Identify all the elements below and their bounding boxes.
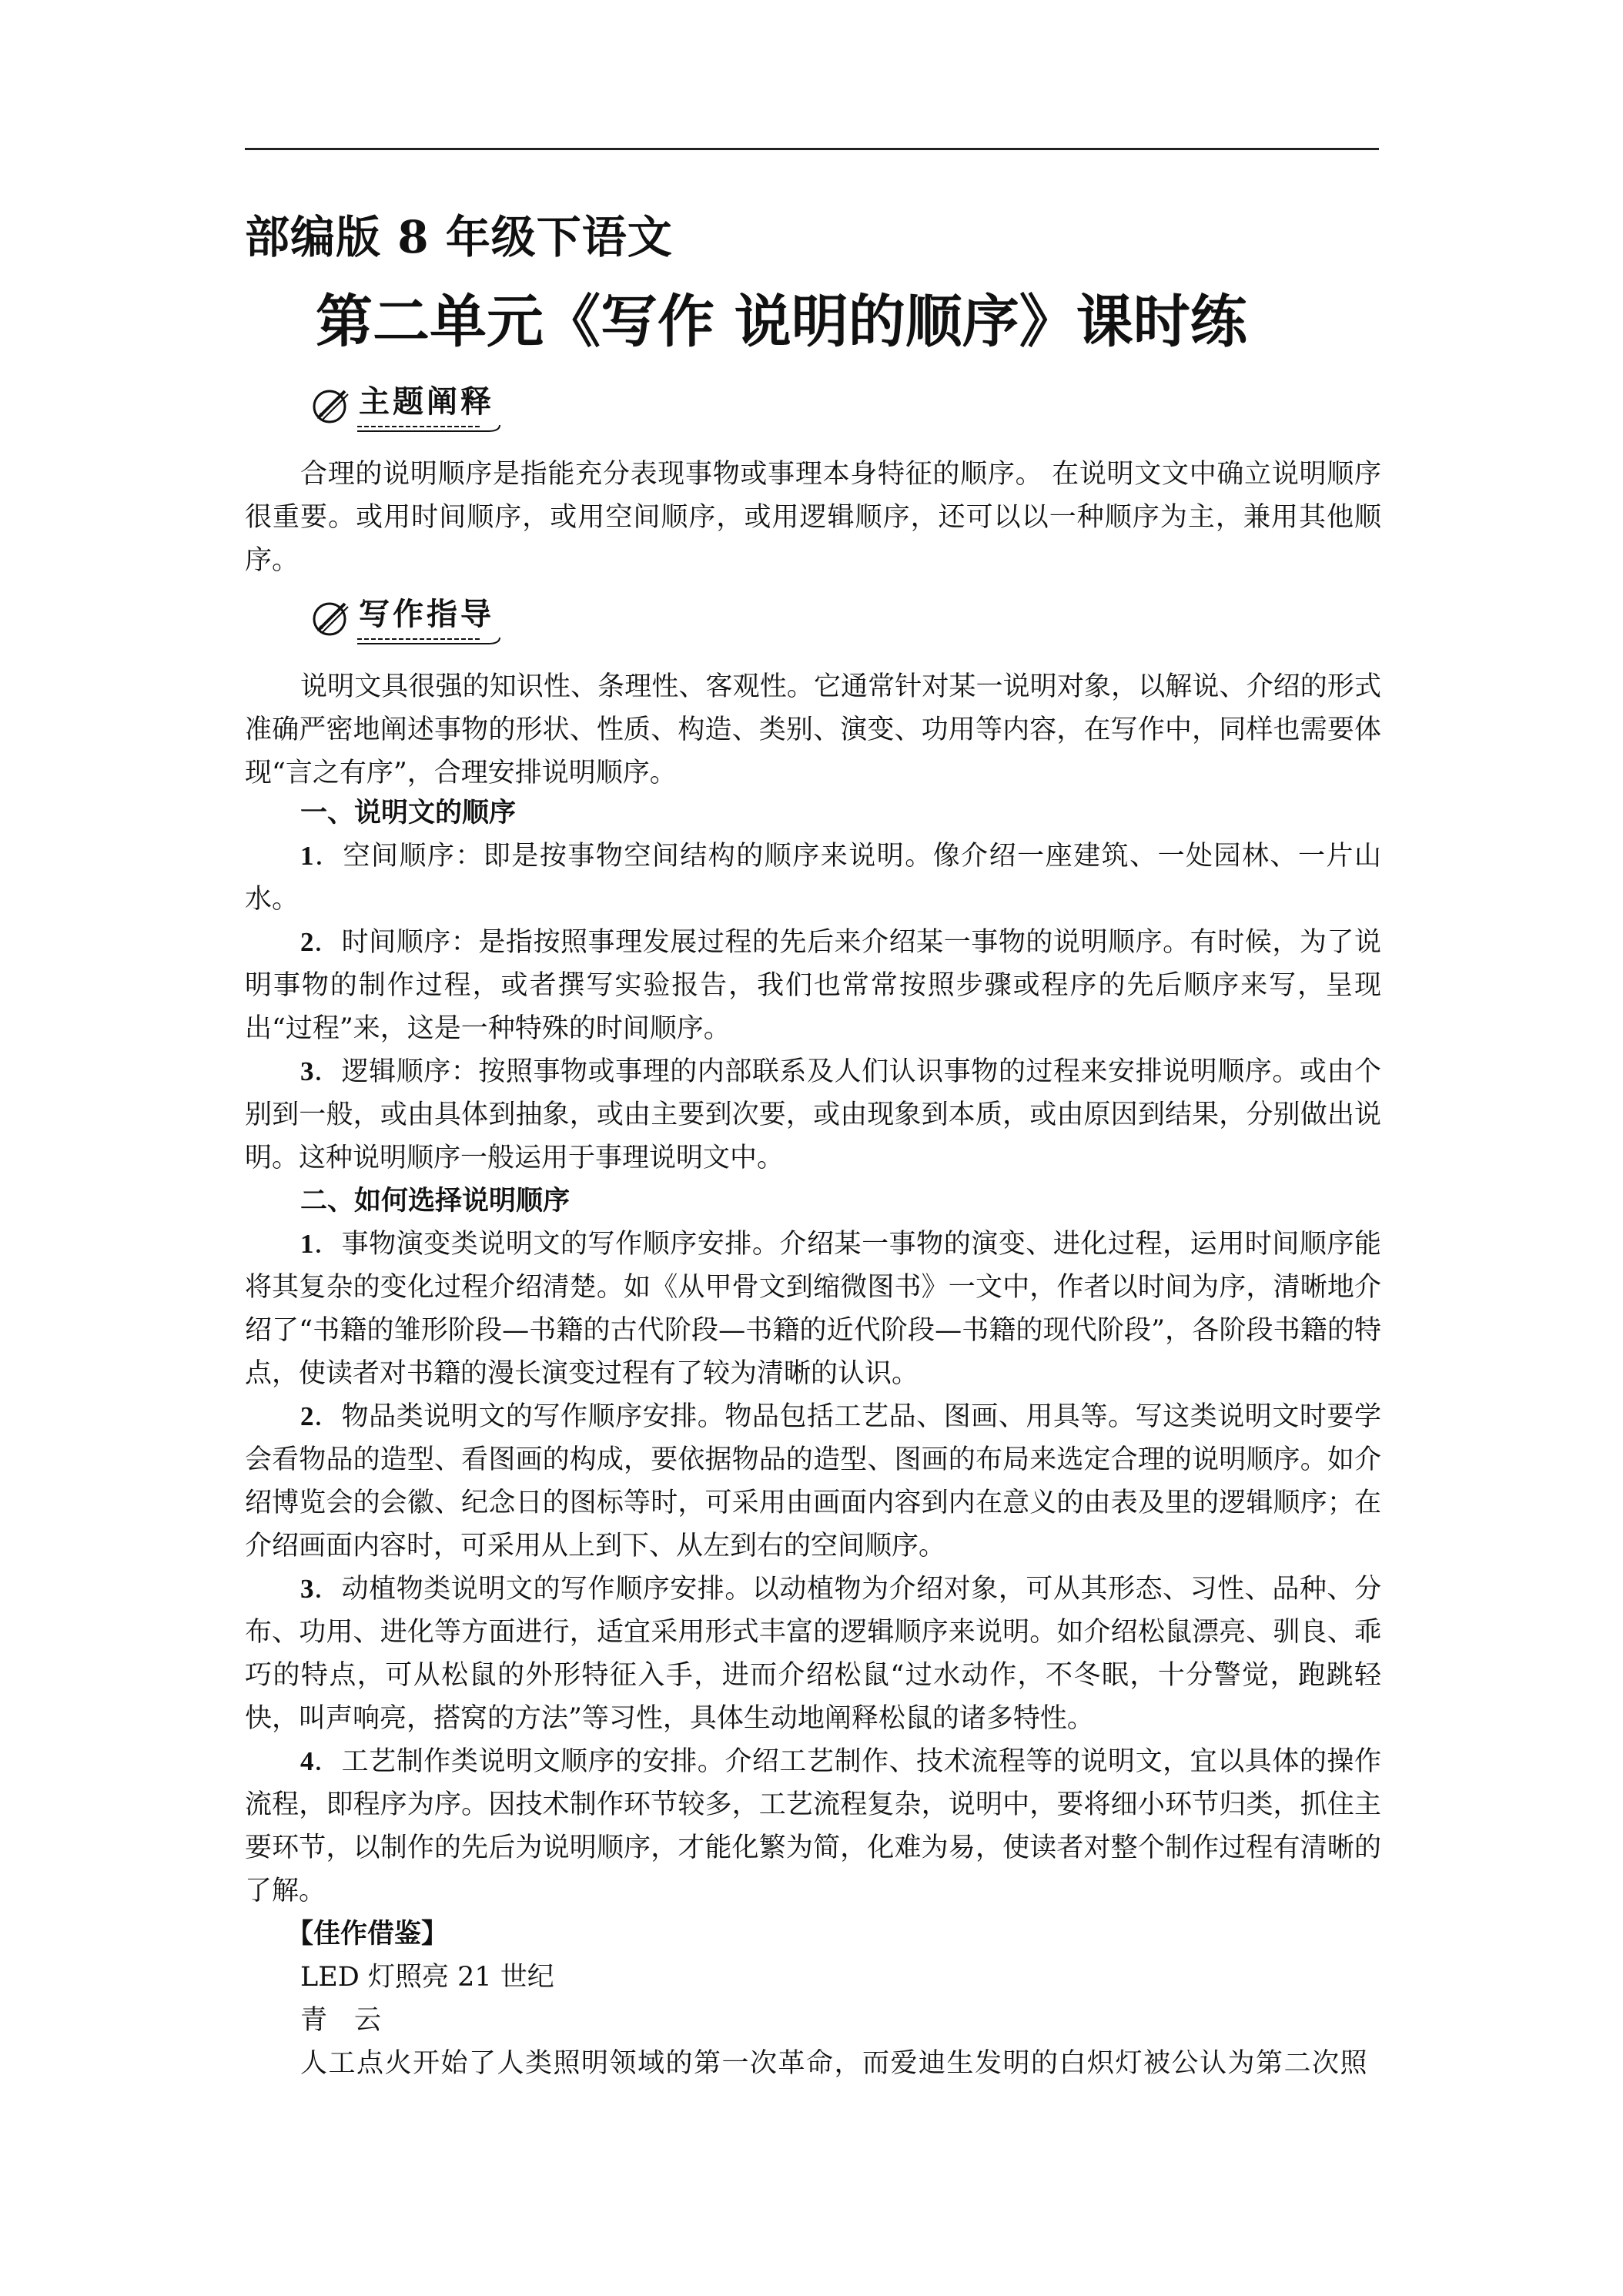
page-title: 第二单元《写作 说明的顺序》课时练 (316, 289, 1247, 355)
part1-heading: 一、说明文的顺序 (300, 798, 517, 828)
example-first-line: 人工点火开始了人类照明领域的第一次革命，而爱迪生发明的白炽灯被公认为第二次照 (300, 2048, 1369, 2079)
part1-item-2 (245, 921, 1381, 1050)
item-text: ．物品类说明文的写作顺序安排。物品包括工艺品、图画、用具等。写这类说明文时要学会看物品的造型、看图画的构成，要依据物品的造型、图画的布局来选定合理的说明顺序。如介绍博览会的会徽、纪念日的图标等时，可采用由画面内容到内在意义的由表及里的逻辑顺序；在介绍画面内容时，可采用从上到下、从左到右的空间顺序。 (245, 1401, 1381, 1561)
item-number: 4 (300, 1746, 314, 1776)
item-text: ．逻辑顺序：按照事物或事理的内部联系及人们认识事物的过程来安排说明顺序。或由个别到一般，或由具体到抽象，或由主要到次要，或由现象到本质，或由原因到结果，分别做出说明。这种说明顺序一般运用于事理说明文中。 (245, 1056, 1381, 1173)
example-author: 青 云 (300, 2005, 382, 2036)
grade-title: 部编版 8 年级下语文 (245, 211, 673, 263)
part1-item-3 (245, 1050, 1381, 1180)
part2-item-2 (245, 1395, 1381, 1568)
pen-icon (311, 385, 351, 425)
item-number: 3 (300, 1056, 314, 1086)
part2-item-3 (245, 1568, 1381, 1740)
item-text: ．空间顺序：即是按事物空间结构的顺序来说明。像介绍一座建筑、一处园林、一片山水。 (245, 841, 1381, 915)
part2-item-4 (245, 1740, 1381, 1913)
example-title: LED 灯照亮 21 世纪 (300, 1962, 554, 1993)
underline-decoration (357, 636, 511, 651)
example-heading: 【佳作借鉴】 (286, 1919, 449, 1950)
section-header-theme (311, 380, 542, 442)
theme-paragraph: 合理的说明顺序是指能充分表现事物或事理本身特征的顺序。 在说明文文中确立说明顺序很重要。或用时间顺序，或用空间顺序，或用逻辑顺序，还可以以一种顺序为主，兼用其他顺序。 (245, 459, 1381, 576)
item-text: ．工艺制作类说明文顺序的安排。介绍工艺制作、技术流程等的说明文，宜以具体的操作流程，即程序为序。因技术制作环节较多，工艺流程复杂，说明中，要将细小环节归类，抓住主要环节，以制作的先后为说明顺序，才能化繁为简，化难为易，使读者对整个制作过程有清晰的了解。 (245, 1746, 1381, 1906)
item-number: 2 (300, 1401, 314, 1431)
part1-item-1 (245, 835, 1381, 921)
item-number: 2 (300, 927, 314, 957)
item-number: 3 (300, 1574, 314, 1604)
pen-icon (311, 597, 351, 638)
item-text: ．事物演变类说明文的写作顺序安排。介绍某一事物的演变、进化过程，运用时间顺序能将其复杂的变化过程介绍清楚。如《从甲骨文到缩微图书》一文中，作者以时间为序，清晰地介绍了“书籍的雏形阶段—书籍的古代阶段—书籍的近代阶段—书籍的现代阶段”，各阶段书籍的特点，使读者对书籍的漫长演变过程有了较为清晰的认识。 (245, 1229, 1381, 1389)
item-number: 1 (300, 1229, 314, 1259)
top-rule (245, 148, 1379, 150)
item-number: 1 (300, 841, 314, 871)
section-label-guide: 写作指导 (359, 597, 494, 632)
section-header-guide (311, 593, 542, 654)
part2-heading: 二、如何选择说明顺序 (300, 1186, 571, 1217)
item-text: ．时间顺序：是指按照事理发展过程的先后来介绍某一事物的说明顺序。有时候，为了说明事物的制作过程，或者撰写实验报告，我们也常常按照步骤或程序的先后顺序来写，呈现出“过程”来，这是一种特殊的时间顺序。 (245, 927, 1381, 1044)
underline-decoration (357, 423, 511, 439)
section-label-theme: 主题阐释 (359, 384, 494, 420)
part2-item-1 (245, 1223, 1381, 1395)
guide-intro-paragraph: 说明文具很强的知识性、条理性、客观性。它通常针对某一说明对象，以解说、介绍的形式准确严密地阐述事物的形状、性质、构造、类别、演变、功用等内容，在写作中，同样也需要体现“言之有序”，合理安排说明顺序。 (245, 671, 1381, 788)
item-text: ．动植物类说明文的写作顺序安排。以动植物为介绍对象，可从其形态、习性、品种、分布、功用、进化等方面进行，适宜采用形式丰富的逻辑顺序来说明。如介绍松鼠漂亮、驯良、乖巧的特点，可从松鼠的外形特征入手，进而介绍松鼠“过水动作，不冬眠，十分警觉，跑跳轻快，叫声响亮，搭窝的方法”等习性，具体生动地阐释松鼠的诸多特性。 (245, 1574, 1381, 1734)
